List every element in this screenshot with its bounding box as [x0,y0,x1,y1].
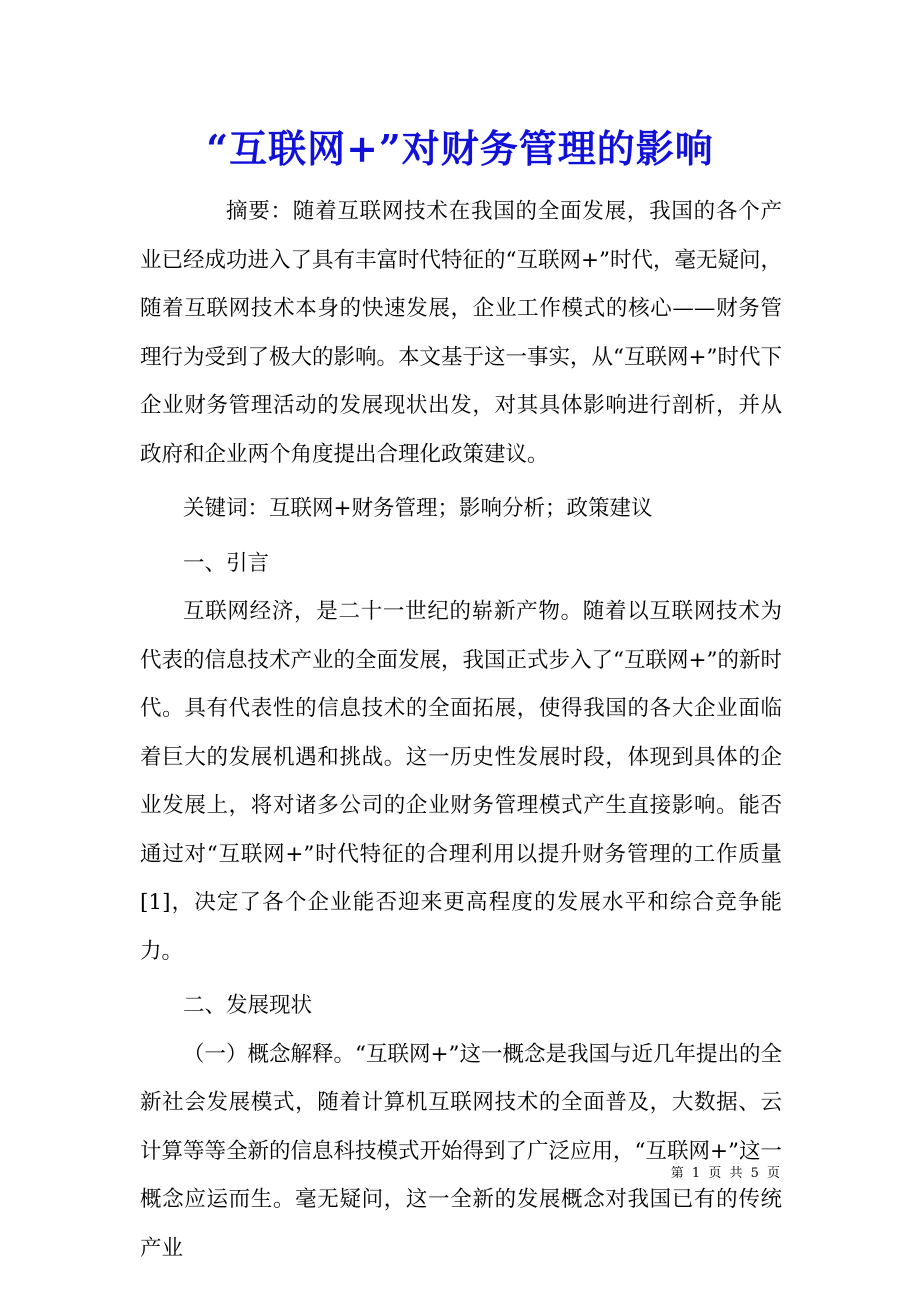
section-heading-status: 二、发展现状 [183,993,313,1018]
status-paragraph: （一）概念解释。“互联网+”这一概念是我国与近几年提出的全新社会发展模式，随着计算机互联网技术的全面普及，大数据、云计算等等全新的信息科技模式开始得到了广泛应用，“互联网+”这一概念应运而生。毫无疑问，这一全新的发展概念对我国已有的传统产业 [140,1041,783,1261]
abstract-paragraph: 摘要：随着互联网技术在我国的全面发展，我国的各个产业已经成功进入了具有丰富时代特征的“互联网+”时代，毫无疑问，随着互联网技术本身的快速发展，企业工作模式的核心——财务管理行为受到了极大的影响。本文基于这一事实，从“互联网+”时代下企业财务管理活动的发展现状出发，对其具体影响进行剖析，并从政府和企业两个角度提出合理化政策建议。 [140,199,783,467]
document-body [140,188,782,1273]
document-title: “互联网+”对财务管理的影响 [206,126,714,171]
page-number-footer: 第 1 页 共 5 页 [670,1166,782,1181]
section-heading-introduction: 一、引言 [183,550,270,576]
introduction-paragraph: 互联网经济，是二十一世纪的崭新产物。随着以互联网技术为代表的信息技术产业的全面发展，我国正式步入了“互联网+”的新时代。具有代表性的信息技术的全面拓展，使得我国的各大企业面临着巨大的发展机遇和挑战。这一历史性发展时段，体现到具体的企业发展上，将对诸多公司的企业财务管理模式产生直接影响。能否通过对“互联网+”时代特征的合理利用以提升财务管理的工作质量[1]，决定了各个企业能否迎来更高程度的发展水平和综合竞争能力。 [140,599,783,964]
keywords-line: 关键词：互联网+财务管理；影响分析；政策建议 [183,496,653,521]
